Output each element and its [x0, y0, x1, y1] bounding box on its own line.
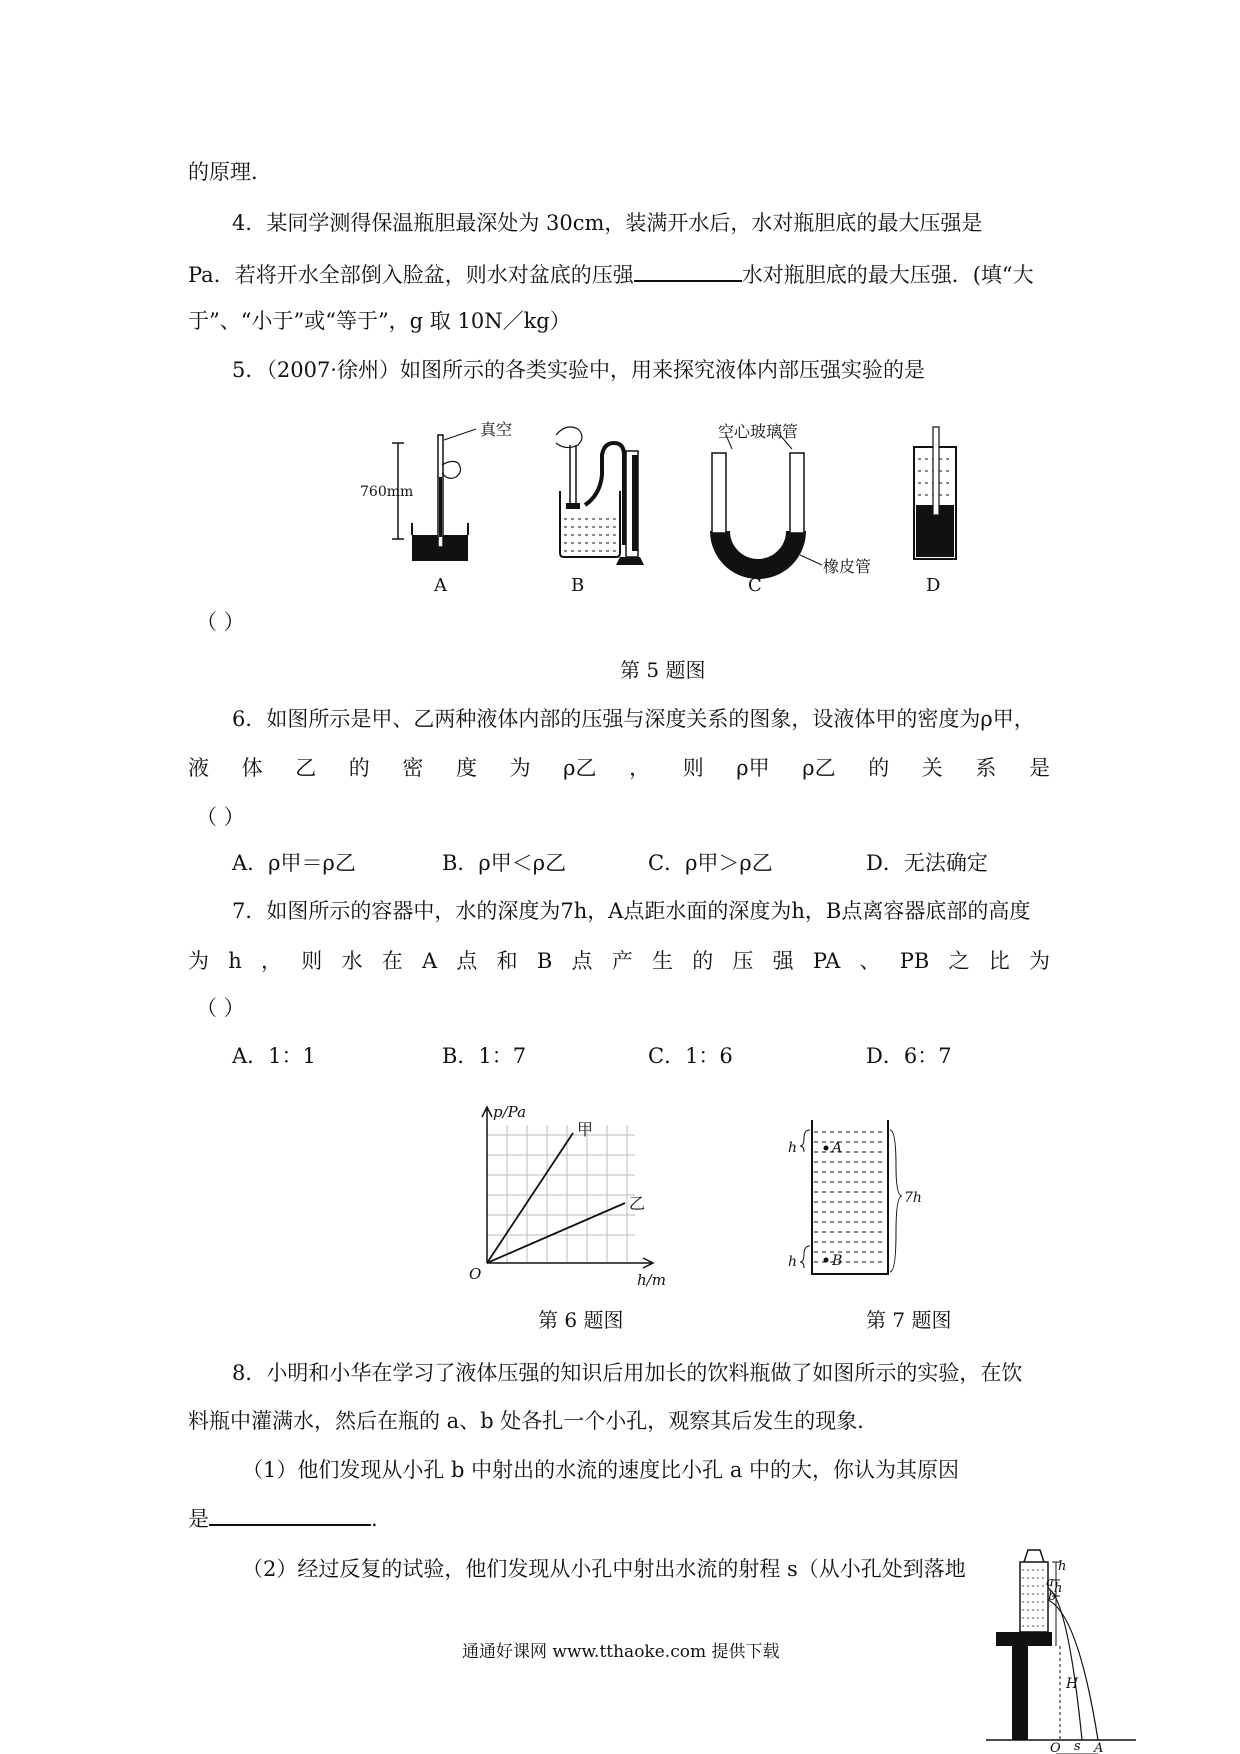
q7-line2-token: 强 [772, 949, 794, 973]
q6-line2-token: 乙 [295, 756, 317, 780]
q7-line2-token: 在 [381, 949, 403, 973]
fig5-letter-b: B [571, 575, 585, 596]
fig6-origin-label: O [469, 1265, 482, 1283]
question-6-line-2 [188, 753, 1050, 783]
q6-line2-token: 的 [868, 756, 890, 780]
q7-option-b[interactable]: B．1：7 [442, 1044, 527, 1068]
q7-line2-token: ， [261, 949, 282, 973]
q8-text-after: . [371, 1507, 378, 1531]
q4-text-before: Pa．若将开水全部倒入脸盆，则水对盆底的压强 [188, 263, 634, 287]
fig7-h-bottom-label: h [788, 1254, 798, 1270]
fig5-rubber-tube-label: 橡皮管 [823, 557, 872, 576]
fig5-letter-c: C [748, 575, 762, 596]
q7-line2-token: 和 [496, 949, 518, 973]
q7-line2-token: 、 [859, 949, 881, 973]
figure-6-caption: 第 6 题图 [538, 1308, 624, 1332]
q7-line2-token: 点 [456, 949, 478, 973]
q7-line2-token: 水 [341, 949, 363, 973]
q7-line2-token: 产 [611, 949, 633, 973]
q7-line2-token: 之 [948, 949, 970, 973]
q7-line2-token: 比 [988, 949, 1010, 973]
q7-line2-token: 为 [188, 949, 209, 973]
question-7-line-2 [188, 946, 1050, 976]
q7-line2-token: PB [899, 949, 930, 973]
q6-option-b[interactable]: B．ρ甲＜ρ乙 [442, 851, 567, 875]
fig5-apparatus-a [360, 420, 512, 596]
q6-line2-token: 系 [975, 756, 997, 780]
q7-line2-token: A [421, 949, 438, 973]
fig7-point-a-label: A [832, 1140, 843, 1156]
q6-line2-token: ρ乙 [563, 756, 597, 780]
fig5-glass-tube-label: 空心玻璃管 [718, 422, 799, 441]
question-5-answer-paren[interactable]: （ ） [196, 610, 245, 634]
question-8-line-5: （2）经过反复的试验，他们发现从小孔中射出水流的射程 s（从小孔处到落地 [242, 1557, 966, 1581]
fig5-letter-a: A [434, 575, 447, 596]
fig5-apparatus-c [712, 422, 871, 596]
fig8-h1-label: h [1058, 1559, 1067, 1574]
figure-7-caption: 第 7 题图 [866, 1308, 952, 1332]
fig8-h2-label: h [1054, 1581, 1063, 1596]
fig7-h-top-label: h [788, 1140, 798, 1156]
fig8-b-label: b [1048, 1589, 1057, 1604]
q7-option-a[interactable]: A．1：1 [232, 1044, 316, 1068]
q6-line2-token: 体 [241, 756, 263, 780]
q7-line2-token: 的 [692, 949, 714, 973]
q6-option-d[interactable]: D．无法确定 [866, 851, 988, 875]
q6-line2-token: ρ乙 [802, 756, 836, 780]
fig8-landing-label: A [1094, 1741, 1104, 1754]
q7-line2-token: PA [812, 949, 841, 973]
figure-7-container [786, 1118, 926, 1298]
fig8-range-label: s [1074, 1739, 1081, 1754]
q6-line2-token: 则 [682, 756, 704, 780]
q6-line2-token: 关 [921, 756, 943, 780]
fig7-point-b-label: B [832, 1253, 843, 1269]
question-8-line-4 [188, 1502, 378, 1534]
figure-5-caption: 第 5 题图 [620, 658, 706, 682]
fig5-height-label: 760mm [360, 484, 414, 500]
q7-line2-token: 压 [732, 949, 754, 973]
q7-option-c[interactable]: C．1：6 [648, 1044, 733, 1068]
q6-line2-token: ρ甲 [736, 756, 770, 780]
q6-line2-token: 度 [455, 756, 477, 780]
fig5-apparatus-b [556, 427, 644, 596]
q4-answer-blank[interactable] [634, 258, 742, 282]
fig8-a-label: a [1046, 1575, 1054, 1590]
question-6-line-1: 6．如图所示是甲、乙两种液体内部的压强与深度关系的图象，设液体甲的密度为ρ甲， [232, 707, 1035, 731]
q8-answer-blank[interactable] [209, 1502, 371, 1526]
fig6-series-jia-label: 甲 [577, 1120, 594, 1139]
q7-line2-token: 则 [301, 949, 323, 973]
fig7-depth-label: 7h [904, 1190, 922, 1206]
fig6-y-axis-label: p/Pa [493, 1103, 527, 1121]
fig8-height-label: H [1066, 1676, 1079, 1692]
q6-line2-token: 液 [188, 756, 209, 780]
q6-line2-token: 的 [348, 756, 370, 780]
question-8-line-1: 8．小明和小华在学习了液体压强的知识后用加长的饮料瓶做了如图所示的实验，在饮 [232, 1361, 1023, 1385]
q6-line2-token: 为 [509, 756, 531, 780]
question-8-line-3: （1）他们发现从小孔 b 中射出的水流的速度比小孔 a 中的大，你认为其原因 [242, 1458, 960, 1482]
q6-line2-token: 是 [1028, 756, 1050, 780]
fig6-series-yi-label: 乙 [629, 1194, 646, 1213]
q6-line2-token: 密 [402, 756, 424, 780]
question-4-line-2 [188, 258, 1034, 290]
question-7-line-1: 7．如图所示的容器中，水的深度为7h，A点距水面的深度为h，B点离容器底部的高度 [232, 899, 1031, 923]
fig5-apparatus-d [914, 427, 956, 596]
q7-line2-token: 为 [1029, 949, 1050, 973]
question-5-line: 5．（2007·徐州）如图所示的各类实验中，用来探究液体内部压强实验的是 [232, 358, 925, 382]
question-4-line-3: 于”、“小于”或“等于”，g 取 10N／kg） [188, 309, 571, 333]
q6-option-c[interactable]: C．ρ甲＞ρ乙 [648, 851, 773, 875]
q4-text-after: 水对瓶胆底的最大压强．(填“大 [741, 263, 1034, 287]
q6-option-a[interactable]: A．ρ甲＝ρ乙 [232, 851, 356, 875]
q7-line2-token: 生 [651, 949, 673, 973]
question-4-line-1: 4．某同学测得保温瓶胆最深处为 30cm，装满开水后，水对瓶胆底的最大压强是 [232, 211, 983, 235]
fig6-x-axis-label: h/m [637, 1271, 666, 1289]
q7-line2-token: B [536, 949, 553, 973]
question-8-line-2: 料瓶中灌满水，然后在瓶的 a、b 处各扎一个小孔，观察其后发生的现象． [188, 1409, 879, 1433]
q7-line2-token: 点 [571, 949, 593, 973]
q7-line2-token: h [228, 949, 242, 973]
figure-8-bottle [986, 1540, 1136, 1754]
fig8-origin-label: O [1050, 1741, 1061, 1754]
question-6-answer-paren[interactable]: （ ） [196, 805, 245, 829]
q6-line2-token: ， [629, 756, 651, 780]
q7-option-d[interactable]: D．6：7 [866, 1044, 952, 1068]
question-7-answer-paren[interactable]: （ ） [196, 996, 245, 1020]
figure-6-graph [465, 1095, 685, 1289]
figure-5 [360, 415, 1080, 596]
q8-text-before: 是 [188, 1507, 209, 1531]
fig5-vacuum-label: 真空 [480, 420, 513, 439]
fig5-letter-d: D [926, 575, 941, 596]
text-line: 的原理. [188, 160, 258, 184]
page-footer: 通通好课网 www.tthaoke.com 提供下载 [462, 1642, 780, 1662]
